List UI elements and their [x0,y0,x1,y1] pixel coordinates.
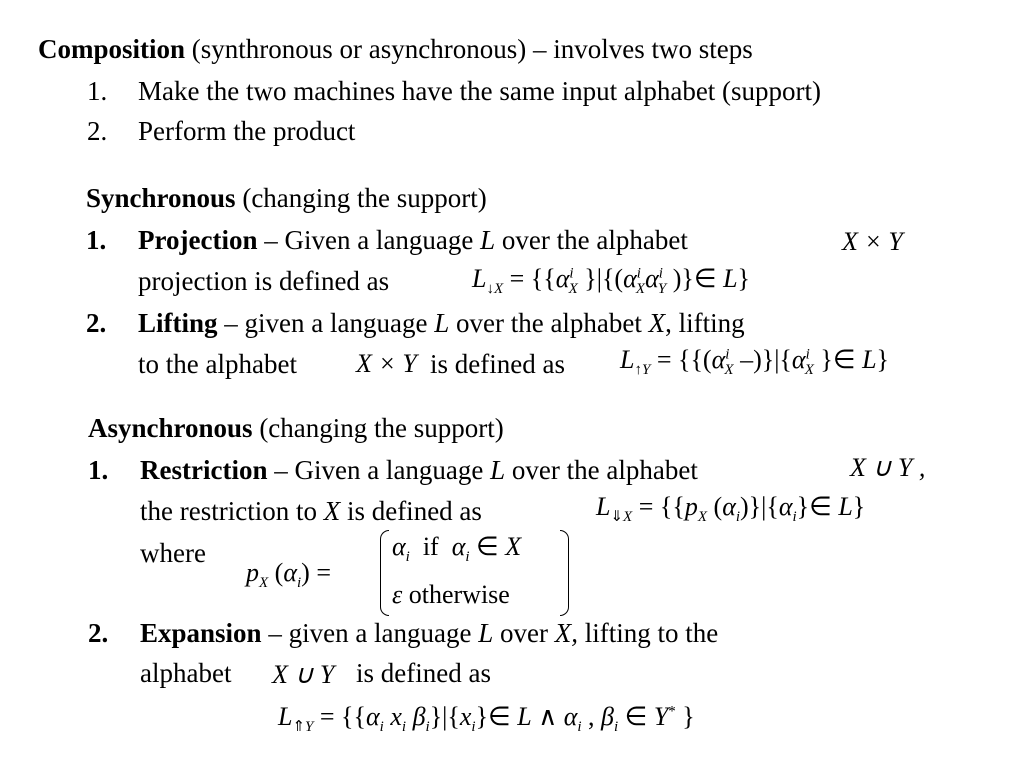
asynchronous-title: Asynchronous [88,413,253,443]
right-brace [560,530,569,616]
projection-text: – Given a language [264,225,474,255]
alphabet-symbol: X, [554,618,579,648]
restriction-text-c: the restriction to [140,496,317,526]
alphabet-symbol: X [323,496,341,526]
projection-formula: $L_{↓X} = \{\{\alpha^i_X$ }$|\{(\alpha^i_X\alpha^i_Y$ )}∈ L} [472,264,751,298]
asynchronous-desc: (changing the support) [259,413,504,443]
lifting-line1 [138,310,745,337]
projection-text-b: over the alphabet [501,225,688,255]
restriction-text: – Given a language [274,455,484,485]
where-label: where [140,538,206,568]
language-symbol: L [478,618,494,648]
alphabet-symbol: X [648,308,666,338]
lifting-line2: to the alphabet [138,349,297,379]
piecewise-case1: $\alpha_i$ if $\alpha_i$ ∈ X [392,532,522,566]
expansion-text-b: over [500,618,549,648]
restriction-number: 1. [88,455,109,485]
projection-line2: projection is defined as [138,266,390,296]
expansion-line2: alphabet [140,658,232,688]
expansion-text: – given a language [268,618,472,648]
language-symbol: L [490,455,506,485]
step-text: Make the two machines have the same input alphabet (support) [138,76,822,106]
expansion-title: Expansion [140,618,262,648]
lifting-formula: $L_{↑Y} = \{\{(\alpha^i_X$ $-)\}|\{\alpha^i_X$ }∈ L} [620,345,890,379]
piecewise-case2: ε otherwise [392,580,510,609]
lifting-text-b: over the alphabet [455,308,642,338]
piecewise-lhs: $p_X$ $(\alpha_i)$ = [246,558,331,592]
restriction-text-b: over the alphabet [511,455,698,485]
language-symbol: L [480,225,496,255]
projection-number: 1. [86,225,107,255]
language-symbol: L [434,308,450,338]
step-number: 2. [87,116,108,146]
composition-heading [38,36,753,63]
restriction-line1 [140,457,698,484]
synchronous-heading [86,185,487,212]
expansion-alphabet: X ∪ Y [272,660,335,689]
restriction-text-d: is defined as [346,496,482,526]
synchronous-desc: (changing the support) [242,183,487,213]
asynchronous-heading [88,415,504,442]
lifting-number: 2. [86,308,107,338]
expansion-text-c: lifting to the [584,618,719,648]
restriction-line2 [140,498,482,525]
restriction-alphabet: X ∪ Y , [850,453,926,482]
expansion-line1 [140,620,718,647]
projection-line1 [138,227,688,254]
step-text: Perform the product [138,116,356,146]
lifting-text-c: , lifting [665,308,745,338]
expansion-number: 2. [88,618,109,648]
synchronous-title: Synchronous [86,183,236,213]
restriction-formula: $L_{⇓X} = \{\{p_X$ $(\alpha_i)\}|\{\alpha_i\}\in$ L} [596,492,866,526]
restriction-title: Restriction [140,455,268,485]
lifting-text: – given a language [224,308,428,338]
lifting-alphabet: X × Y [356,349,417,378]
composition-desc: (synthronous or asynchronous) – involves two steps [191,34,753,64]
lifting-title: Lifting [138,308,218,338]
composition-title: Composition [38,34,186,64]
lifting-line2b: is defined as [430,349,565,379]
step-number: 1. [87,76,108,106]
projection-title: Projection [138,225,258,255]
expansion-formula: $L_{⇑Y} = \{\{\alpha_i$ $x_i$ $\beta_i\}|\{x_i\}\in$ L ∧ $\alpha_i$ , $\beta_i$ ∈ Y* } [278,702,695,736]
left-brace [380,530,389,616]
expansion-line2b: is defined as [356,658,491,688]
projection-alphabet: X × Y [842,227,903,256]
